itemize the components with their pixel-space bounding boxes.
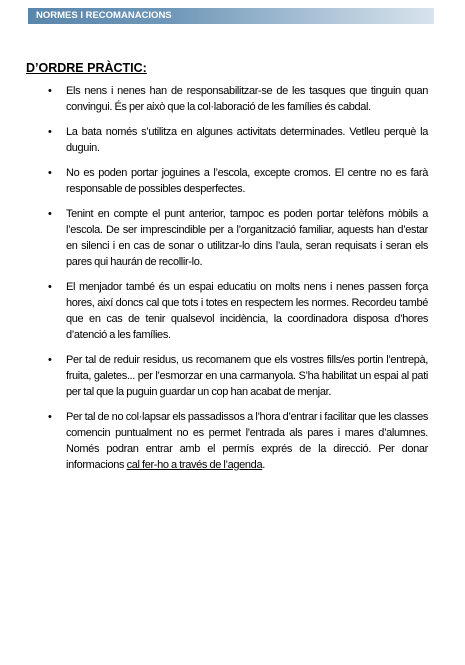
bullet-icon: • <box>48 354 52 366</box>
rule-text: El menjador també és un espai educatiu on molts nens i nenes passen força hores, així doncs cal que tots i totes en respectem les normes. Recordeu també que en cas de tenir qualsevol incidència, la coordinadora disposa d’hores d’atenció a les famílies. <box>66 281 428 341</box>
rules-list <box>48 83 428 482</box>
bullet-icon: • <box>48 167 52 179</box>
rule-text: Els nens i nenes han de responsabilitzar-se de les tasques que tinguin quan convingui. És per això que la col·laboració de les famílies és cabdal. <box>66 85 428 113</box>
rule-item <box>48 409 428 473</box>
rule-text: Tenint en compte el punt anterior, tampoc es poden portar telèfons mòbils a l’escola. De ser imprescindible per a l’organització familiar, aquests han d’estar en silenci i en cas de sonar o utilitzar-lo dins l’aula, seran requisats i seran els pares qui haurán de recollir-lo. <box>66 208 428 268</box>
bullet-icon: • <box>48 281 52 293</box>
rule-text-end: . <box>262 459 265 471</box>
header-title: NORMES I RECOMANACIONS <box>36 10 172 21</box>
bullet-icon: • <box>48 411 52 423</box>
rule-text: La bata només s’utilitza en algunes activitats determinades. Vetlleu perquè la duguin. <box>66 126 428 154</box>
rule-item <box>48 206 428 270</box>
rule-text: Per tal de no col·lapsar els passadissos a l’hora d’entrar i facilitar que les classes comencin puntualment no es permet l’entrada als pares i mares d’alumnes. Només podran entrar amb el permís exprés de la direcció. Per donar informacions <box>66 411 428 471</box>
rule-item <box>48 124 428 156</box>
rule-text: Per tal de reduir residus, us recomanem que els vostres fills/es portin l’entrepà, fruita, galetes... per l’esmorzar en una carmanyola. S’ha habilitat un espai al pati per tal que la puguin guardar un cop han acabat de menjar. <box>66 354 428 398</box>
rule-item <box>48 165 428 197</box>
bullet-icon: • <box>48 85 52 97</box>
rule-item <box>48 279 428 343</box>
bullet-icon: • <box>48 208 52 220</box>
header-bar <box>28 8 434 24</box>
rule-item <box>48 83 428 115</box>
section-title: D’ORDRE PRÀCTIC: <box>26 61 147 75</box>
bullet-icon: • <box>48 126 52 138</box>
agenda-link-text: cal fer-ho a través de l’agenda <box>126 459 263 471</box>
rule-text: No es poden portar joguines a l’escola, excepte cromos. El centre no es farà responsable de possibles desperfectes. <box>66 167 428 195</box>
rule-item <box>48 352 428 400</box>
